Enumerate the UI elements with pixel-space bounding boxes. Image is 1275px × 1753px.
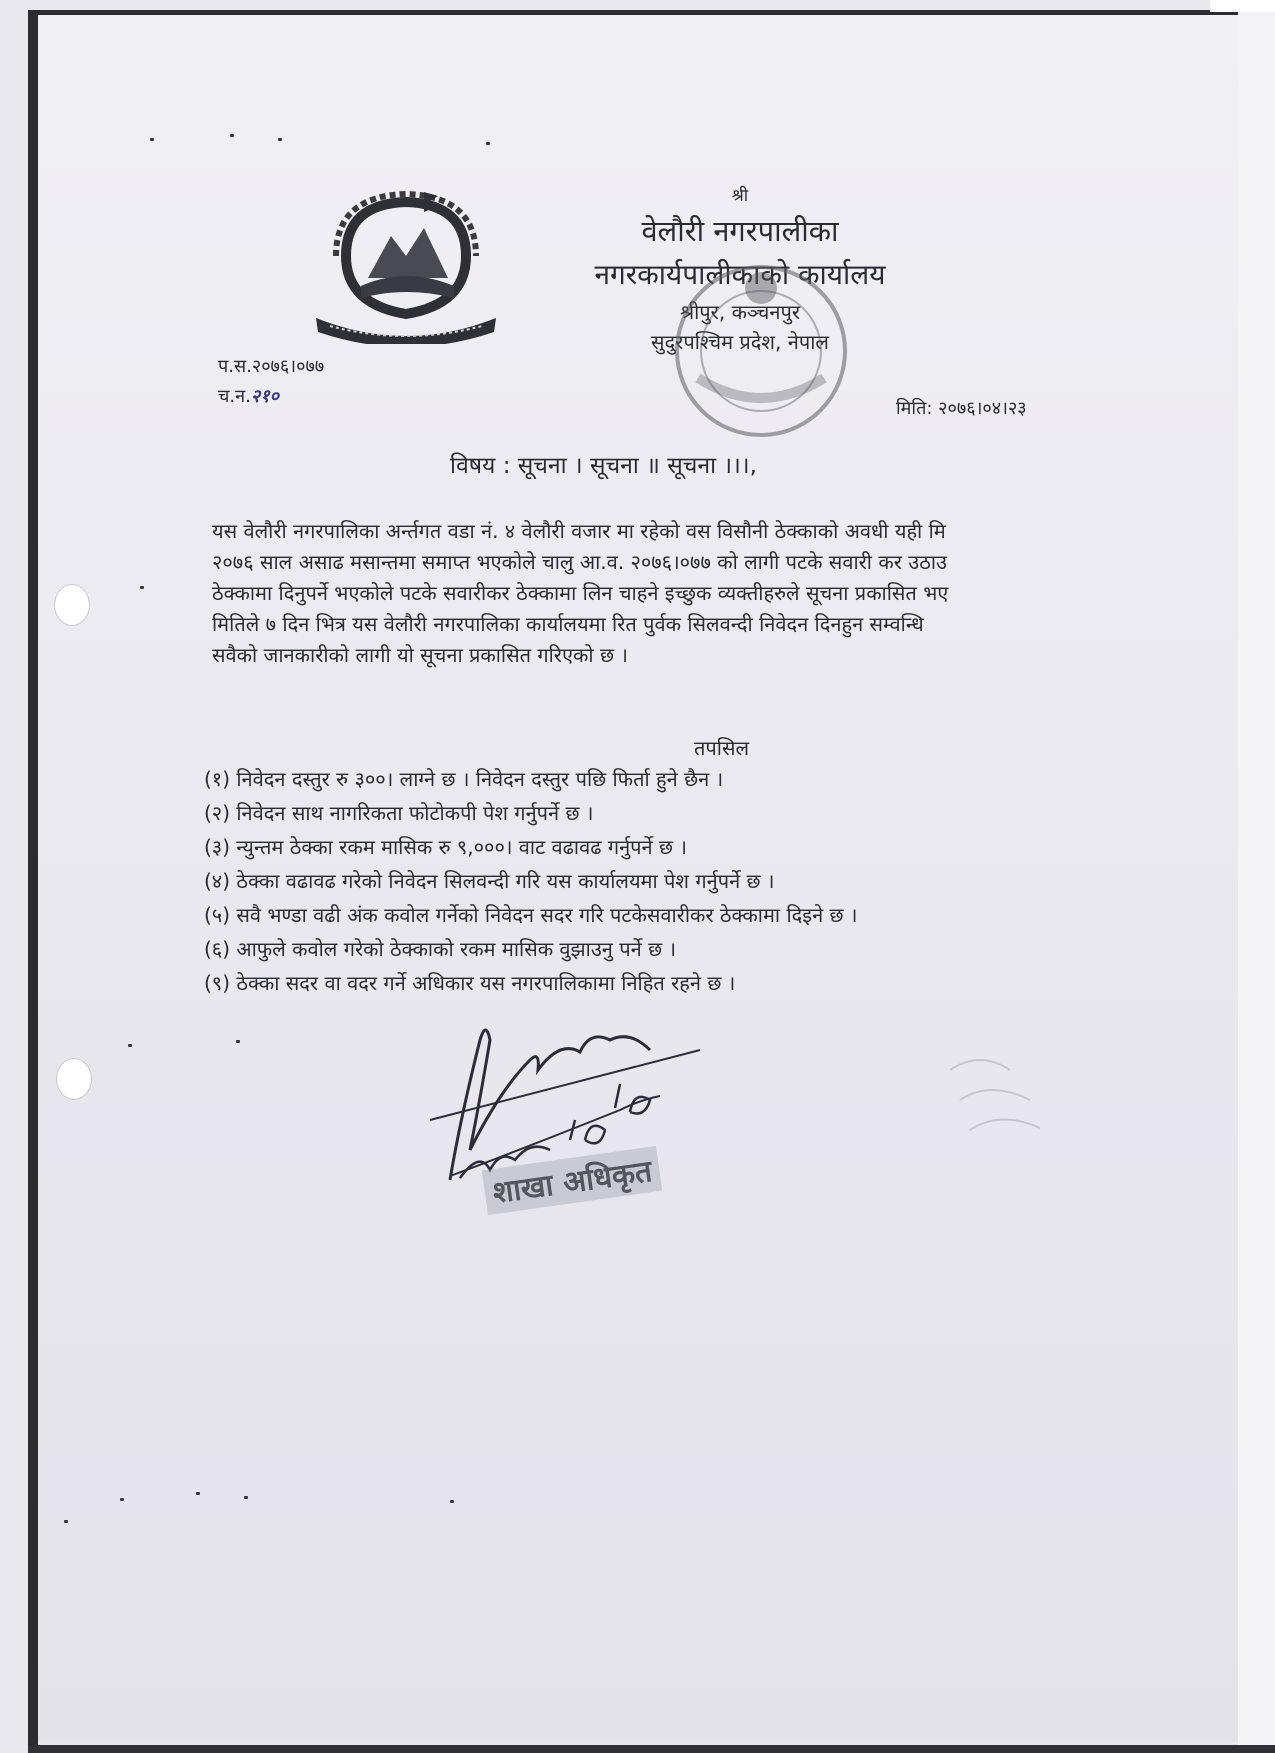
scan-speck [244, 1496, 248, 1499]
body-line: यस वेलौरी नगरपालिका अर्न्तगत वडा नं. ४ वेलौरी वजार मा रहेको वस विसौनी ठेक्काको अवधी यही मि [212, 519, 946, 543]
body-line: सवैको जानकारीको लागी यो सूचना प्रकासित गरिएको छ । [212, 643, 628, 667]
scan-border-right [1238, 12, 1275, 1753]
letter-date: मिति: २०७६।०४।२३ [896, 398, 1027, 419]
letterhead-shree: श्री [731, 186, 749, 206]
condition-item: (२) निवेदन साथ नागरिकता फोटोकपी पेश गर्नुपर्ने छ । [204, 801, 594, 825]
scan-speck [150, 138, 154, 141]
scan-speck [486, 142, 490, 145]
body-line: मितिले ७ दिन भित्र यस वेलौरी नगरपालिका कार्यालयमा रित पुर्वक सिलवन्दी निवेदन दिनहुन सम्वन्धि [212, 612, 924, 636]
scan-border-bottom [28, 1745, 1275, 1753]
office-province: सुदुरपश्चिम प्रदेश, नेपाल [651, 330, 829, 354]
scan-speck [450, 1500, 454, 1503]
fiscal-year: प.स.२०७६।०७७ [218, 356, 325, 377]
scan-speck [278, 138, 282, 141]
conditions-list [204, 762, 858, 1000]
notice-body [212, 516, 1242, 671]
schedule-heading: तपसिल [694, 736, 750, 760]
nepal-emblem-logo [306, 186, 506, 344]
dispatch-number-row [218, 382, 324, 412]
scan-speck [236, 1040, 240, 1043]
office-place: श्रीपुर, कञ्चनपुर [679, 300, 801, 324]
punch-hole-top [54, 584, 90, 626]
subject-line: विषय : सूचना । सूचना ॥ सूचना ।।।, [450, 453, 757, 479]
scan-speck [196, 1492, 200, 1495]
faint-bleed-through [940, 1040, 1050, 1150]
condition-item: (४) ठेक्का वढावढ गरेको निवेदन सिलवन्दी गरि यस कार्यालयमा पेश गर्नुपर्ने छ । [204, 869, 775, 893]
condition-item: (१) निवेदन दस्तुर रु ३००। लाग्ने छ । निवेदन दस्तुर पछि फिर्ता हुने छैन । [204, 767, 724, 791]
condition-item: (५) सवै भण्डा वढी अंक कवोल गर्नेको निवेदन सदर गरि पटकेसवारीकर ठेक्कामा दिइने छ । [204, 903, 858, 927]
scan-speck [120, 1498, 124, 1501]
municipality-name: वेलौरी नगरपालीका [641, 214, 839, 248]
scan-speck [128, 1044, 132, 1047]
reference-block [218, 352, 324, 412]
body-line: २०७६ साल असाढ मसान्तमा समाप्त भएकोले चालु आ.व. २०७६।०७७ को लागी पटके सवारी कर उठाउ [212, 550, 947, 574]
scan-corner [1210, 0, 1275, 12]
scan-speck [140, 586, 144, 589]
scan-border-top [28, 10, 1238, 15]
dispatch-label: च.न. [218, 386, 251, 407]
body-line: ठेक्कामा दिनुपर्ने भएकोले पटके सवारीकर ठेक्कामा लिन चाहने इच्छुक व्यक्तीहरुले सूचना प्रकासित भए [212, 581, 949, 605]
scan-speck [230, 134, 234, 137]
condition-item: (३) न्युन्तम ठेक्का रकम मासिक रु ९,०००। वाट वढावढ गर्नुपर्ने छ । [204, 835, 687, 859]
dispatch-number: २१० [250, 386, 279, 407]
scan-border-left [28, 12, 38, 1748]
office-seal-stamp [668, 258, 854, 444]
designation-stamp: शाखा अधिकृत [482, 1146, 663, 1215]
punch-hole-bottom [56, 1058, 92, 1100]
office-name: नगरकार्यपालीकाको कार्यालय [594, 258, 886, 291]
scan-speck [64, 1520, 68, 1523]
condition-item: (६) आफुले कवोल गरेको ठेक्काको रकम मासिक वुझाउनु पर्ने छ । [204, 937, 677, 961]
condition-item: (९) ठेक्का सदर वा वदर गर्ने अधिकार यस नगरपालिकामा निहित रहने छ । [204, 971, 736, 995]
